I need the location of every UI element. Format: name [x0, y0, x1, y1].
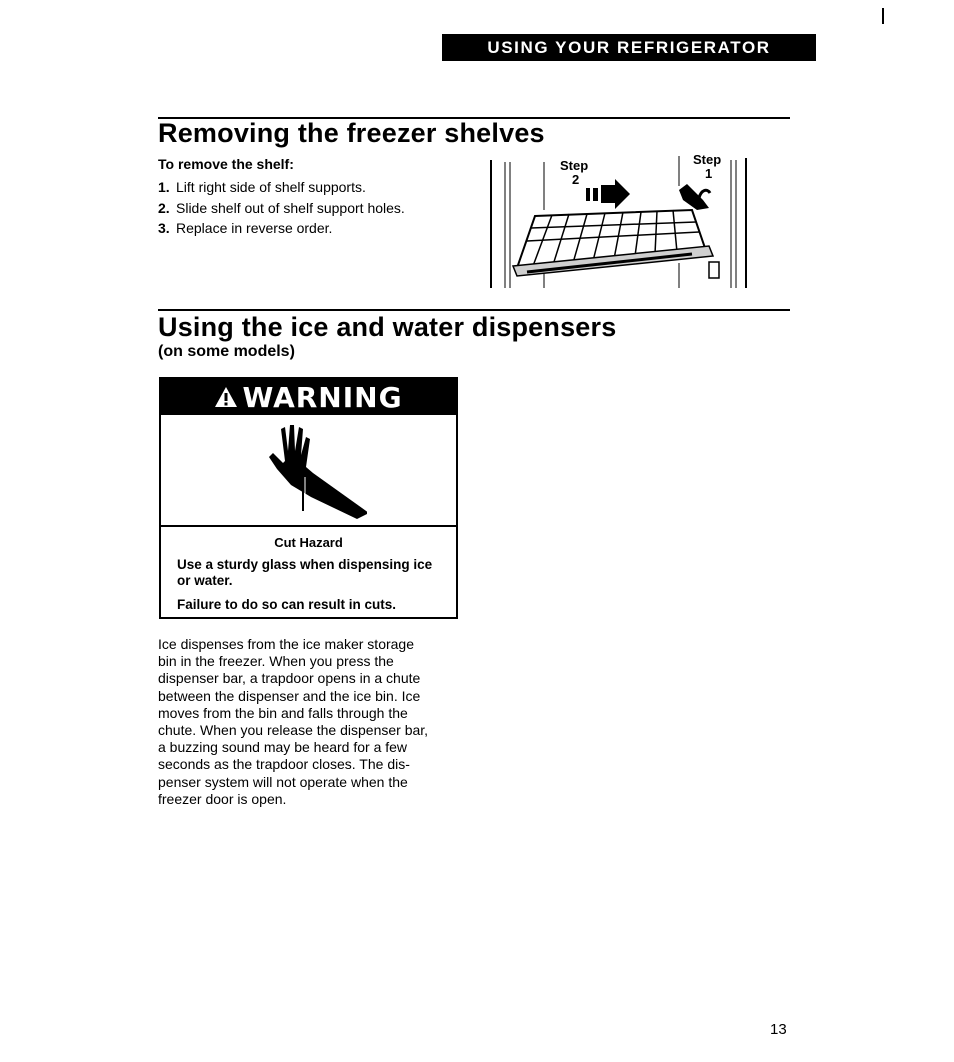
hazard-title: Cut Hazard — [274, 535, 343, 550]
step-item: 3. Replace in reverse order. — [158, 220, 333, 236]
page-number: 13 — [770, 1021, 787, 1038]
dispensers-subtitle: (on some models) — [158, 343, 295, 360]
shelves-title: Removing the freezer shelves — [158, 118, 545, 148]
section-banner: USING YOUR REFRIGERATOR — [442, 34, 816, 61]
warning-triangle-icon — [214, 386, 238, 408]
cut-hand-icon — [267, 421, 367, 521]
shelves-subhead: To remove the shelf: — [158, 156, 294, 172]
margin-bar — [882, 8, 884, 24]
ice-dispenser-paragraph: Ice dispenses from the ice maker storage bin in the freezer. When you press the dispenser bar, a trapdoor opens in a chute between the dispenser and the ice bin. Ice moves from the bin and falls through the chute. When you release the dispenser bar, a buzzing sound may be heard for a few seconds as the trapdoor closes. The dis- penser system will not operate when the freezer door is open. — [158, 636, 429, 807]
step-item: 2. Slide shelf out of shelf support holes. — [158, 199, 405, 216]
warning-header: WARNING — [161, 379, 456, 415]
shelf-removal-diagram — [487, 148, 757, 293]
step-item: 1. Lift right side of shelf supports. — [158, 179, 366, 195]
warning-divider — [161, 525, 456, 527]
shelf-steps-list — [158, 177, 405, 239]
step-1-label: Step 1 — [693, 152, 722, 181]
step-2-label: Step 2 — [560, 158, 589, 187]
warning-instruction: Use a sturdy glass when dispensing ice or water. — [177, 557, 433, 588]
warning-box — [159, 377, 458, 619]
warning-consequence: Failure to do so can result in cuts. — [177, 597, 397, 612]
dispensers-title: Using the ice and water dispensers — [158, 312, 617, 342]
section-rule — [158, 309, 790, 311]
